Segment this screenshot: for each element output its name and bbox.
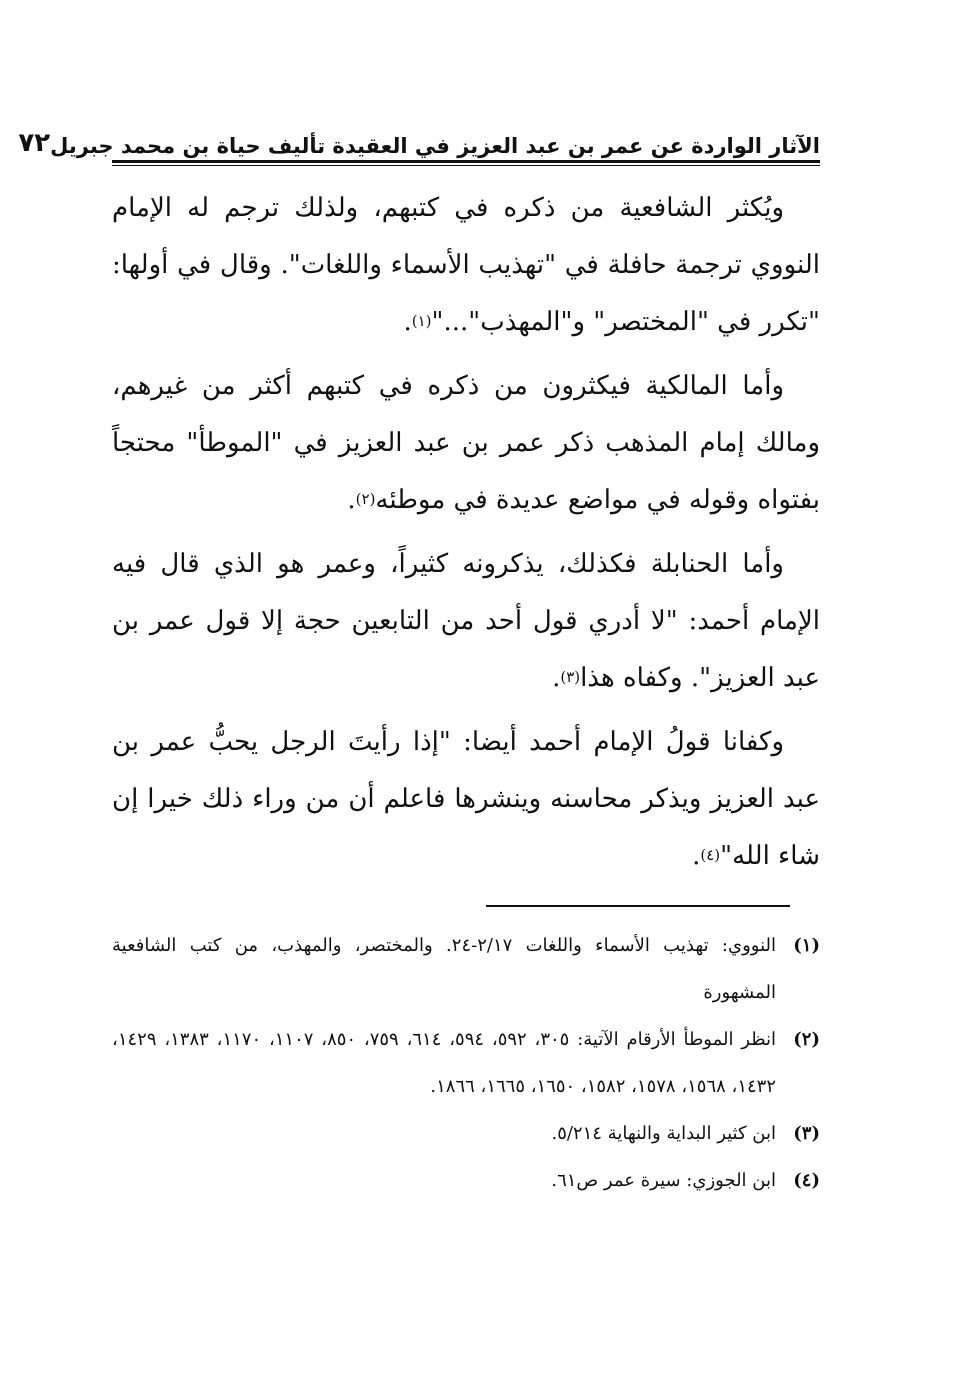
footnote-text: ابن الجوزي: سيرة عمر ص٦١. — [551, 1170, 776, 1191]
footnotes — [112, 922, 820, 1204]
running-header — [18, 118, 820, 158]
paragraph-text: ويُكثر الشافعية من ذكره في كتبهم، ولذلك ترجم له الإمام النووي ترجمة حافلة في "تهذيب الأسماء واللغات". وقال في أولها: "تكرر في "المختصر" و"المهذب"..." — [112, 193, 820, 337]
paragraph-end: . — [552, 663, 561, 693]
paragraph-end: . — [403, 307, 412, 337]
footnote-text: انظر الموطأ الأرقام الآتية: ٣٠٥، ٥٩٢، ٥٩٤، ٦١٤، ٧٥٩، ٨٥٠، ١١٠٧، ١١٧٠، ١٣٨٣، ١٤٢٩، ١٤٣٢، ١٥٦٨، ١٥٧٨، ١٥٨٢، ١٦٥٠، ١٦٦٥، ١٨٦٦. — [112, 1029, 777, 1097]
footnote-separator — [486, 905, 790, 907]
footnote-text: النووي: تهذيب الأسماء واللغات ٢/١٧-٢٤. والمختصر، والمهذب، من كتب الشافعية المشهورة — [112, 935, 776, 1003]
paragraph — [112, 714, 820, 885]
footnote-number: (٣) — [793, 1123, 820, 1144]
footnote-item — [112, 922, 820, 1016]
paragraph-text: وأما المالكية فيكثرون من ذكره في كتبهم أكثر من غيرهم، ومالك إمام المذهب ذكر عمر بن عبد العزيز في "الموطأ" محتجاً بفتواه وقوله في مواضع عديدة في موطئه — [112, 371, 820, 515]
footnote-item — [112, 1157, 820, 1204]
footnote-number: (١) — [793, 935, 820, 956]
paragraph-text: وأما الحنابلة فكذلك، يذكرونه كثيراً، وعمر هو الذي قال فيه الإمام أحمد: "لا أدري قول أحد من التابعين حجة إلا قول عمر بن عبد العزيز". وكفاه هذا — [112, 549, 820, 693]
footnote-ref[interactable]: (٣) — [560, 668, 581, 686]
paragraph-end: . — [347, 485, 356, 515]
footnote-number: (٤) — [793, 1170, 820, 1191]
paragraph-end: . — [692, 841, 701, 871]
footnote-text: ابن كثير البداية والنهاية ٥/٢١٤. — [551, 1123, 776, 1144]
footnote-item — [112, 1016, 820, 1110]
paragraph-text: وكفانا قولُ الإمام أحمد أيضا: "إذا رأيتَ الرجل يحبُّ عمر بن عبد العزيز ويذكر محاسنه وينشرها فاعلم أن من وراء ذلك خيرا إن شاء الله" — [112, 727, 820, 871]
header-rule — [112, 160, 820, 166]
paragraph — [112, 180, 820, 351]
footnote-number: (٢) — [793, 1029, 820, 1050]
page-number: ٧٢ — [18, 128, 51, 158]
main-text — [112, 180, 820, 885]
paragraph — [112, 358, 820, 529]
footnote-ref[interactable]: (٤) — [700, 846, 721, 864]
footnote-ref[interactable]: (٢) — [355, 490, 376, 508]
footnote-ref[interactable]: (١) — [411, 312, 432, 330]
paragraph — [112, 536, 820, 707]
header-title: الآثار الواردة عن عمر بن عبد العزيز في العقيدة تأليف حياة بن محمد جبريل — [50, 134, 820, 158]
footnote-item — [112, 1110, 820, 1157]
